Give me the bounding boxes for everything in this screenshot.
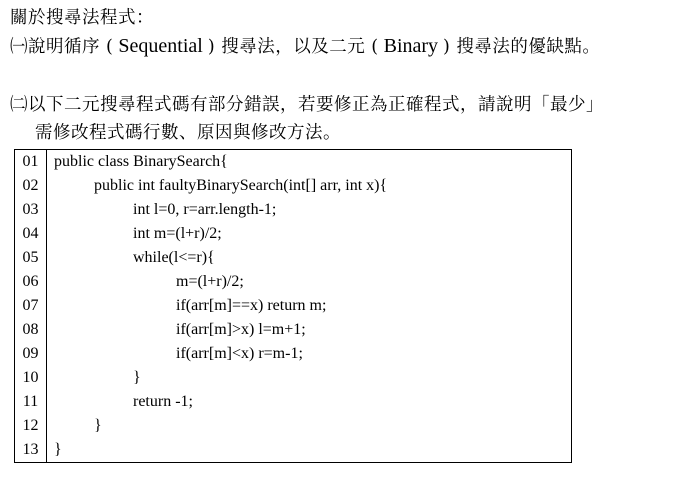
line-number: 04	[22, 225, 39, 242]
question-1	[10, 33, 600, 58]
heading: 關於搜尋法程式：	[10, 8, 154, 28]
question-2-line-2: 需修改程式碼行數、原因與修改方法。	[35, 123, 341, 143]
line-number: 12	[22, 417, 39, 434]
question-1-marker: ㈠	[10, 37, 28, 57]
line-number: 01	[22, 153, 39, 170]
sequential-term: Sequential	[113, 35, 208, 57]
line-number: 06	[22, 273, 39, 290]
code-line: public int faultyBinarySearch(int[] arr, int x){	[94, 177, 388, 194]
line-number: 10	[22, 369, 39, 386]
question-2-marker: ㈡	[10, 95, 28, 115]
line-number: 09	[22, 345, 39, 362]
code-line: m=(l+r)/2;	[176, 273, 244, 290]
code-line: return -1;	[133, 393, 193, 410]
line-number: 13	[22, 441, 39, 458]
line-number: 03	[22, 201, 39, 218]
code-line: }	[94, 417, 102, 434]
code-line: if(arr[m]<x) r=m-1;	[176, 345, 303, 362]
binary-term: Binary	[378, 35, 444, 57]
question-2-line-1	[10, 91, 604, 116]
code-line: }	[54, 441, 62, 458]
code-line: }	[133, 369, 141, 386]
line-number: 11	[22, 393, 39, 410]
code-line: if(arr[m]>x) l=m+1;	[176, 321, 306, 338]
code-line: int l=0, r=arr.length-1;	[133, 201, 277, 218]
code-line: int m=(l+r)/2;	[133, 225, 222, 242]
code-line: while(l<=r){	[133, 249, 215, 266]
code-line: if(arr[m]==x) return m;	[176, 297, 327, 314]
line-number: 08	[22, 321, 39, 338]
question-1-text-before: 說明循序 (	[28, 37, 114, 57]
question-1-text-mid: ) 搜尋法，以及二元 (	[207, 37, 379, 57]
line-number: 02	[22, 177, 39, 194]
question-1-text-after: ) 搜尋法的優缺點。	[443, 37, 601, 57]
code-table	[14, 149, 572, 463]
question-2-text-line-1: 以下二元搜尋程式碼有部分錯誤，若要修正為正確程式，請說明「最少」	[28, 95, 604, 115]
line-number: 07	[22, 297, 39, 314]
code-line: public class BinarySearch{	[54, 153, 228, 170]
line-number: 05	[22, 249, 39, 266]
